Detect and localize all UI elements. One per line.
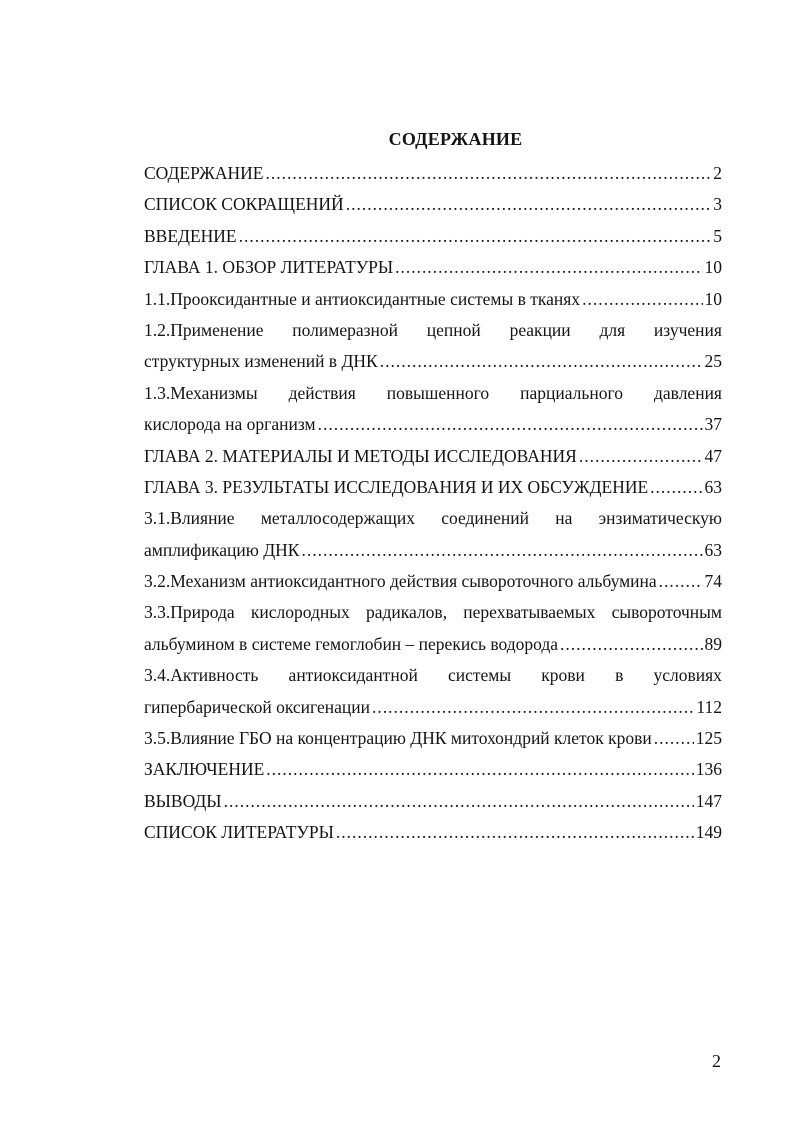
toc-word: полимеразной <box>292 319 399 340</box>
page-number: 2 <box>712 1051 721 1071</box>
toc-word: 1.2.Применение <box>144 319 264 340</box>
table-of-contents <box>144 158 722 849</box>
toc-entry <box>144 158 722 189</box>
toc-leader-dots <box>380 346 703 377</box>
toc-entry-text: ГЛАВА 2. МАТЕРИАЛЫ И МЕТОДЫ ИССЛЕДОВАНИЯ <box>144 445 577 466</box>
toc-word: металлосодержащих <box>260 508 415 529</box>
toc-entry-text: ГЛАВА 1. ОБЗОР ЛИТЕРАТУРЫ <box>144 257 394 278</box>
toc-entry-text: ЗАКЛЮЧЕНИЕ <box>144 759 265 780</box>
toc-word: 3.4.Активность <box>144 665 259 686</box>
toc-entry-first-line <box>144 315 722 346</box>
toc-word: условиях <box>653 665 722 686</box>
toc-entry <box>144 754 722 785</box>
toc-word: радикалов, <box>366 602 448 623</box>
toc-word: 1.3.Механизмы <box>144 382 258 403</box>
toc-leader-dots <box>654 723 694 754</box>
toc-entry-first-line <box>144 660 722 691</box>
toc-entry <box>144 284 722 315</box>
toc-entry <box>144 786 722 817</box>
toc-entry-text: ГЛАВА 3. РЕЗУЛЬТАТЫ ИССЛЕДОВАНИЯ И ИХ ОБСУЖДЕНИЕ <box>144 476 649 497</box>
toc-entry-page: 2 <box>713 163 722 183</box>
toc-entry-text: амплификацию ДНК <box>144 539 300 560</box>
toc-word: перехватываемых <box>463 602 596 623</box>
toc-word: действия <box>288 382 356 403</box>
toc-entry-page: 125 <box>695 728 722 749</box>
page-title: СОДЕРЖАНИЕ <box>388 129 523 149</box>
toc-entry-text: структурных изменений в ДНК <box>144 351 378 372</box>
toc-entry-page: 136 <box>695 759 722 780</box>
toc-word: реакции <box>509 319 571 340</box>
toc-leader-dots <box>579 441 703 472</box>
toc-word: цепной <box>426 319 481 340</box>
toc-word: крови <box>541 665 585 686</box>
toc-entry <box>144 409 722 440</box>
toc-entry-text: 3.5.Влияние ГБО на концентрацию ДНК митохондрий клеток крови <box>144 728 652 749</box>
toc-entry <box>144 817 722 848</box>
toc-entry-first-line <box>144 378 722 409</box>
toc-word: давления <box>654 382 722 403</box>
toc-leader-dots <box>395 252 702 283</box>
toc-entry-page: 112 <box>696 696 722 717</box>
toc-leader-dots <box>224 786 694 817</box>
toc-entry-page: 25 <box>704 351 722 372</box>
toc-leader-dots <box>336 817 694 848</box>
toc-entry-text: гипербарической оксигенации <box>144 696 370 717</box>
toc-entry-page: 37 <box>704 414 722 435</box>
toc-word: 3.3.Природа <box>144 602 235 623</box>
toc-leader-dots <box>265 158 711 189</box>
toc-leader-dots <box>372 692 694 723</box>
toc-entry-first-line <box>144 597 722 628</box>
toc-entry-page: 74 <box>704 571 722 592</box>
toc-entry-text: ВЫВОДЫ <box>144 790 222 811</box>
toc-leader-dots <box>650 472 702 503</box>
toc-entry-page: 63 <box>704 539 722 560</box>
toc-word: кислородных <box>250 602 350 623</box>
toc-entry <box>144 566 722 597</box>
toc-entry <box>144 252 722 283</box>
toc-entry <box>144 189 722 220</box>
toc-entry-text: СПИСОК СОКРАЩЕНИЙ <box>144 194 344 215</box>
toc-entry-text: 1.1.Прооксидантные и антиоксидантные системы в тканях <box>144 288 581 309</box>
toc-entry-page: 5 <box>713 225 722 246</box>
toc-entry-page: 63 <box>704 476 722 497</box>
toc-word: соединений <box>441 508 530 529</box>
toc-entry-page: 3 <box>713 194 722 215</box>
toc-entry-text: СПИСОК ЛИТЕРАТУРЫ <box>144 822 334 843</box>
toc-entry-page: 47 <box>704 445 722 466</box>
toc-word: изучения <box>653 319 722 340</box>
toc-entry <box>144 221 722 252</box>
toc-leader-dots <box>582 284 702 315</box>
toc-entry <box>144 472 722 503</box>
toc-entry-page: 10 <box>704 288 722 309</box>
toc-word: энзиматическую <box>598 508 722 529</box>
toc-entry-page: 89 <box>704 633 722 654</box>
toc-entry-text: кислорода на организм <box>144 414 316 435</box>
toc-leader-dots <box>266 754 693 785</box>
toc-leader-dots <box>301 535 702 566</box>
toc-leader-dots <box>346 189 712 220</box>
toc-entry-page: 147 <box>695 790 722 811</box>
toc-entry <box>144 629 722 660</box>
toc-entry-page: 149 <box>695 822 722 843</box>
toc-entry-text: СОДЕРЖАНИЕ <box>144 163 264 183</box>
toc-leader-dots <box>239 221 712 252</box>
toc-word: системы <box>447 665 512 686</box>
toc-word: сывороточным <box>611 602 722 623</box>
toc-entry-page: 10 <box>704 257 722 278</box>
toc-word: повышенного <box>386 382 490 403</box>
toc-leader-dots <box>659 566 703 597</box>
toc-entry <box>144 692 722 723</box>
toc-entry-text: ВВЕДЕНИЕ <box>144 225 237 246</box>
toc-entry-text: 3.2.Механизм антиоксидантного действия сывороточного альбумина <box>144 571 657 592</box>
toc-leader-dots <box>318 409 703 440</box>
toc-word: для <box>599 319 626 340</box>
toc-word: в <box>615 665 624 686</box>
toc-leader-dots <box>560 629 702 660</box>
toc-entry <box>144 346 722 377</box>
toc-entry-text: альбумином в системе гемоглобин – перекись водорода <box>144 633 559 654</box>
toc-entry <box>144 441 722 472</box>
toc-entry <box>144 535 722 566</box>
toc-word: 3.1.Влияние <box>144 508 235 529</box>
toc-word: парциального <box>520 382 623 403</box>
toc-entry-first-line <box>144 503 722 534</box>
toc-entry <box>144 723 722 754</box>
toc-word: антиоксидантной <box>288 665 418 686</box>
toc-word: на <box>555 508 573 529</box>
